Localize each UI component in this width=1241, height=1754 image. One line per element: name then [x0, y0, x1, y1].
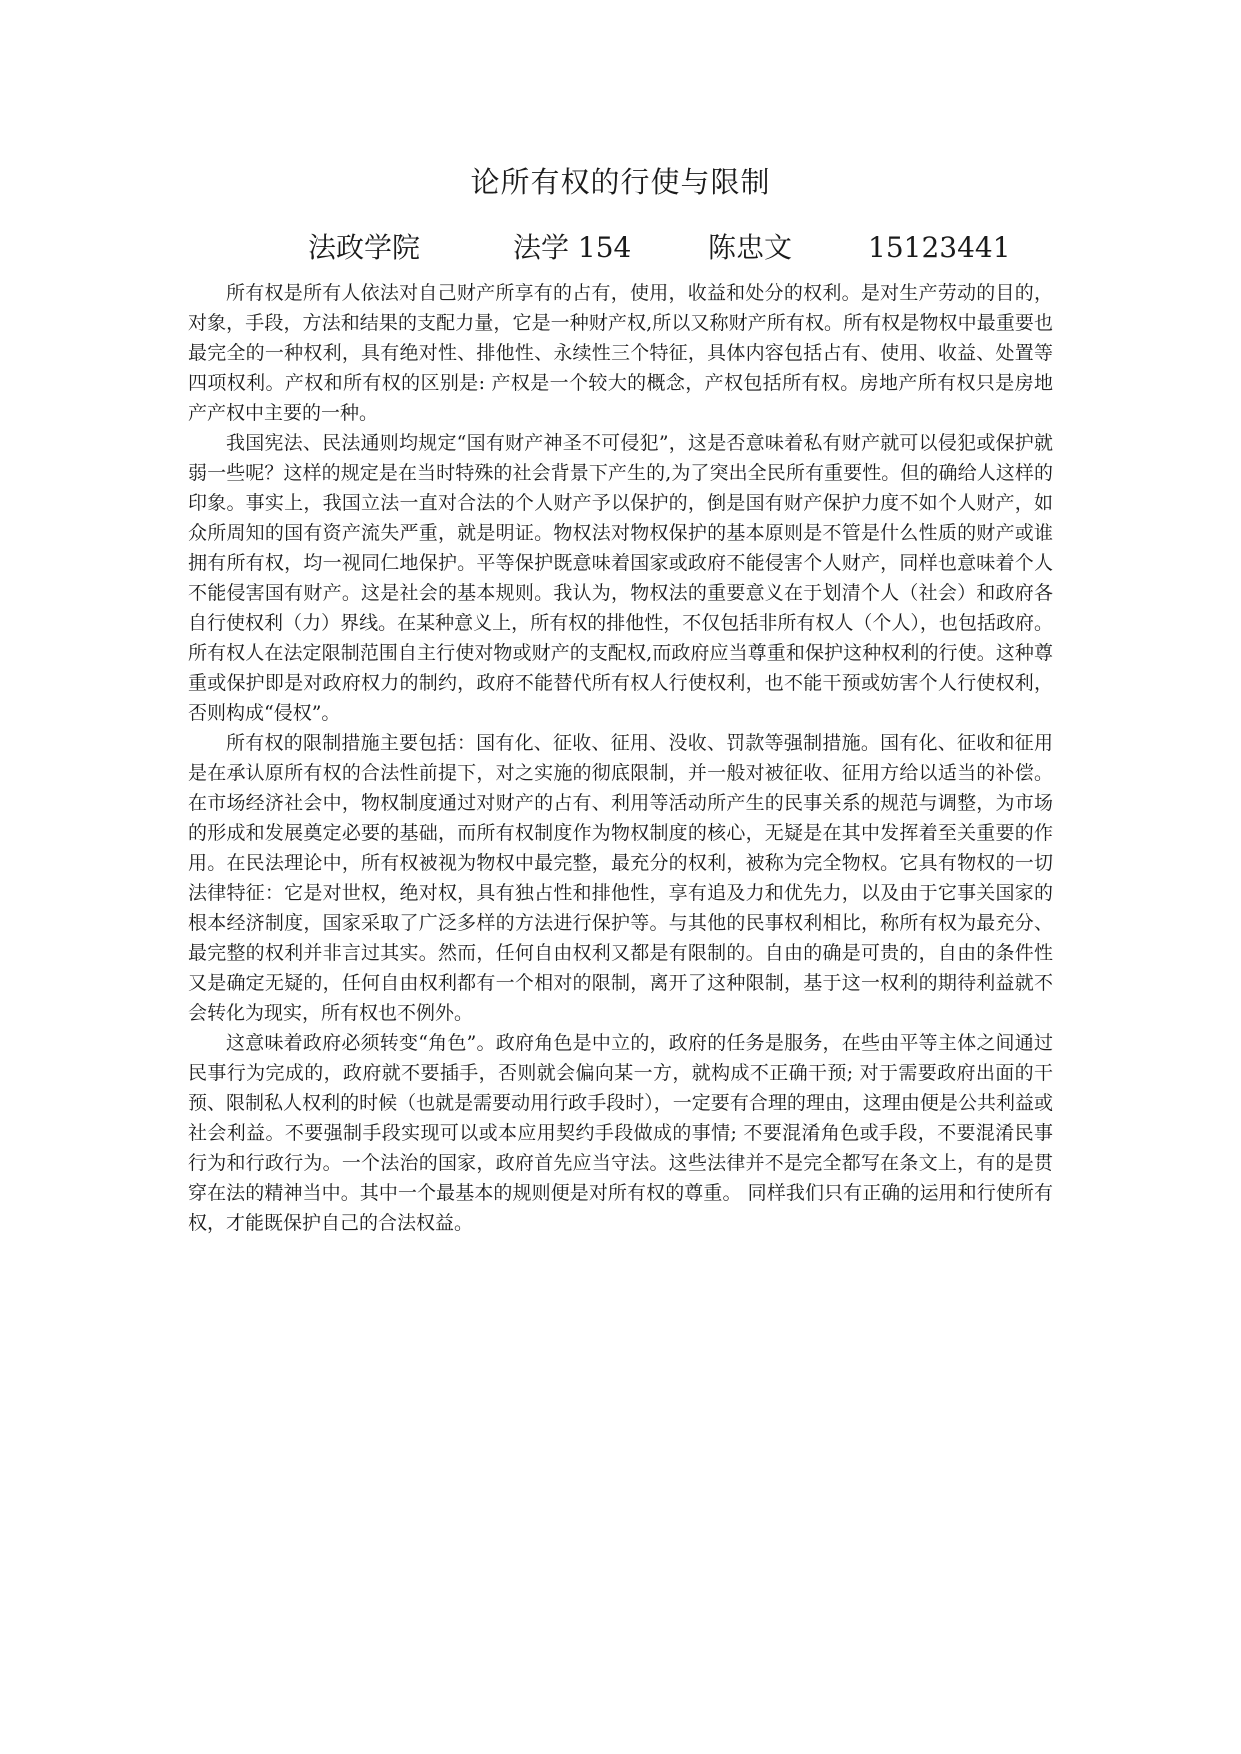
body-paragraph: 所有权是所有人依法对自己财产所享有的占有，使用，收益和处分的权利。是对生产劳动的目的，对象，手段，方法和结果的支配力量，它是一种财产权,所以又称财产所有权。所有权是物权中最重要也最完全的一种权利，具有绝对性、排他性、永续性三个特征，具体内容包括占有、使用、收益、处置等四项权利。产权和所有权的区别是: 产权是一个较大的概念，产权包括所有权。房地产所有权只是房地产产权中主要的一种。	[188, 282, 1053, 424]
author-name: 陈忠文	[708, 231, 793, 264]
document-title: 论所有权的行使与限制	[470, 165, 771, 199]
author-college: 法政学院	[308, 231, 421, 264]
author-student-id: 15123441	[868, 231, 1011, 264]
body-paragraph: 这意味着政府必须转变“角色”。政府角色是中立的，政府的任务是服务，在些由平等主体之间通过民事行为完成的，政府就不要插手，否则就会偏向某一方，就构成不正确干预; 对于需要政府出面的干预、限制私人权利的时候（也就是需要动用行政手段时），一定要有合理的理由，这理由便是公共利益或社会利益。不要强制手段实现可以或本应用契约手段做成的事情; 不要混淆角色或手段，不要混淆民事行为和行政行为。一个法治的国家，政府首先应当守法。这些法律并不是完全都写在条文上，有的是贯穿在法的精神当中。其中一个最基本的规则便是对所有权的尊重。 同样我们只有正确的运用和行使所有权，才能既保护自己的合法权益。	[188, 1032, 1053, 1234]
body-paragraph: 我国宪法、民法通则均规定“国有财产神圣不可侵犯”，这是否意味着私有财产就可以侵犯或保护就弱一些呢？这样的规定是在当时特殊的社会背景下产生的,为了突出全民所有重要性。但的确给人这样的印象。事实上，我国立法一直对合法的个人财产予以保护的，倒是国有财产保护力度不如个人财产，如众所周知的国有资产流失严重，就是明证。物权法对物权保护的基本原则是不管是什么性质的财产或谁拥有所有权，均一视同仁地保护。平等保护既意味着国家或政府不能侵害个人财产，同样也意味着个人不能侵害国有财产。这是社会的基本规则。我认为，物权法的重要意义在于划清个人（社会）和政府各自行使权利（力）界线。在某种意义上，所有权的排他性，不仅包括非所有权人（个人），也包括政府。所有权人在法定限制范围自主行使对物或财产的支配权,而政府应当尊重和保护这种权利的行使。这种尊重或保护即是对政府权力的制约，政府不能替代所有权人行使权利，也不能干预或妨害个人行使权利，否则构成“侵权”。	[188, 432, 1053, 724]
document-body	[188, 278, 1053, 1238]
body-paragraph: 所有权的限制措施主要包括：国有化、征收、征用、没收、罚款等强制措施。国有化、征收和征用是在承认原所有权的合法性前提下，对之实施的彻底限制，并一般对被征收、征用方给以适当的补偿。在市场经济社会中，物权制度通过对财产的占有、利用等活动所产生的民事关系的规范与调整，为市场的形成和发展奠定必要的基础，而所有权制度作为物权制度的核心，无疑是在其中发挥着至关重要的作用。在民法理论中，所有权被视为物权中最完整，最充分的权利，被称为完全物权。它具有物权的一切法律特征：它是对世权，绝对权，具有独占性和排他性，享有追及力和优先力，以及由于它事关国家的根本经济制度，国家采取了广泛多样的方法进行保护等。与其他的民事权利相比，称所有权为最充分、最完整的权利并非言过其实。然而，任何自由权利又都是有限制的。自由的确是可贵的，自由的条件性又是确定无疑的，任何自由权利都有一个相对的限制，离开了这种限制，基于这一权利的期待利益就不会转化为现实，所有权也不例外。	[188, 732, 1053, 1024]
author-class: 法学 154	[513, 231, 632, 264]
